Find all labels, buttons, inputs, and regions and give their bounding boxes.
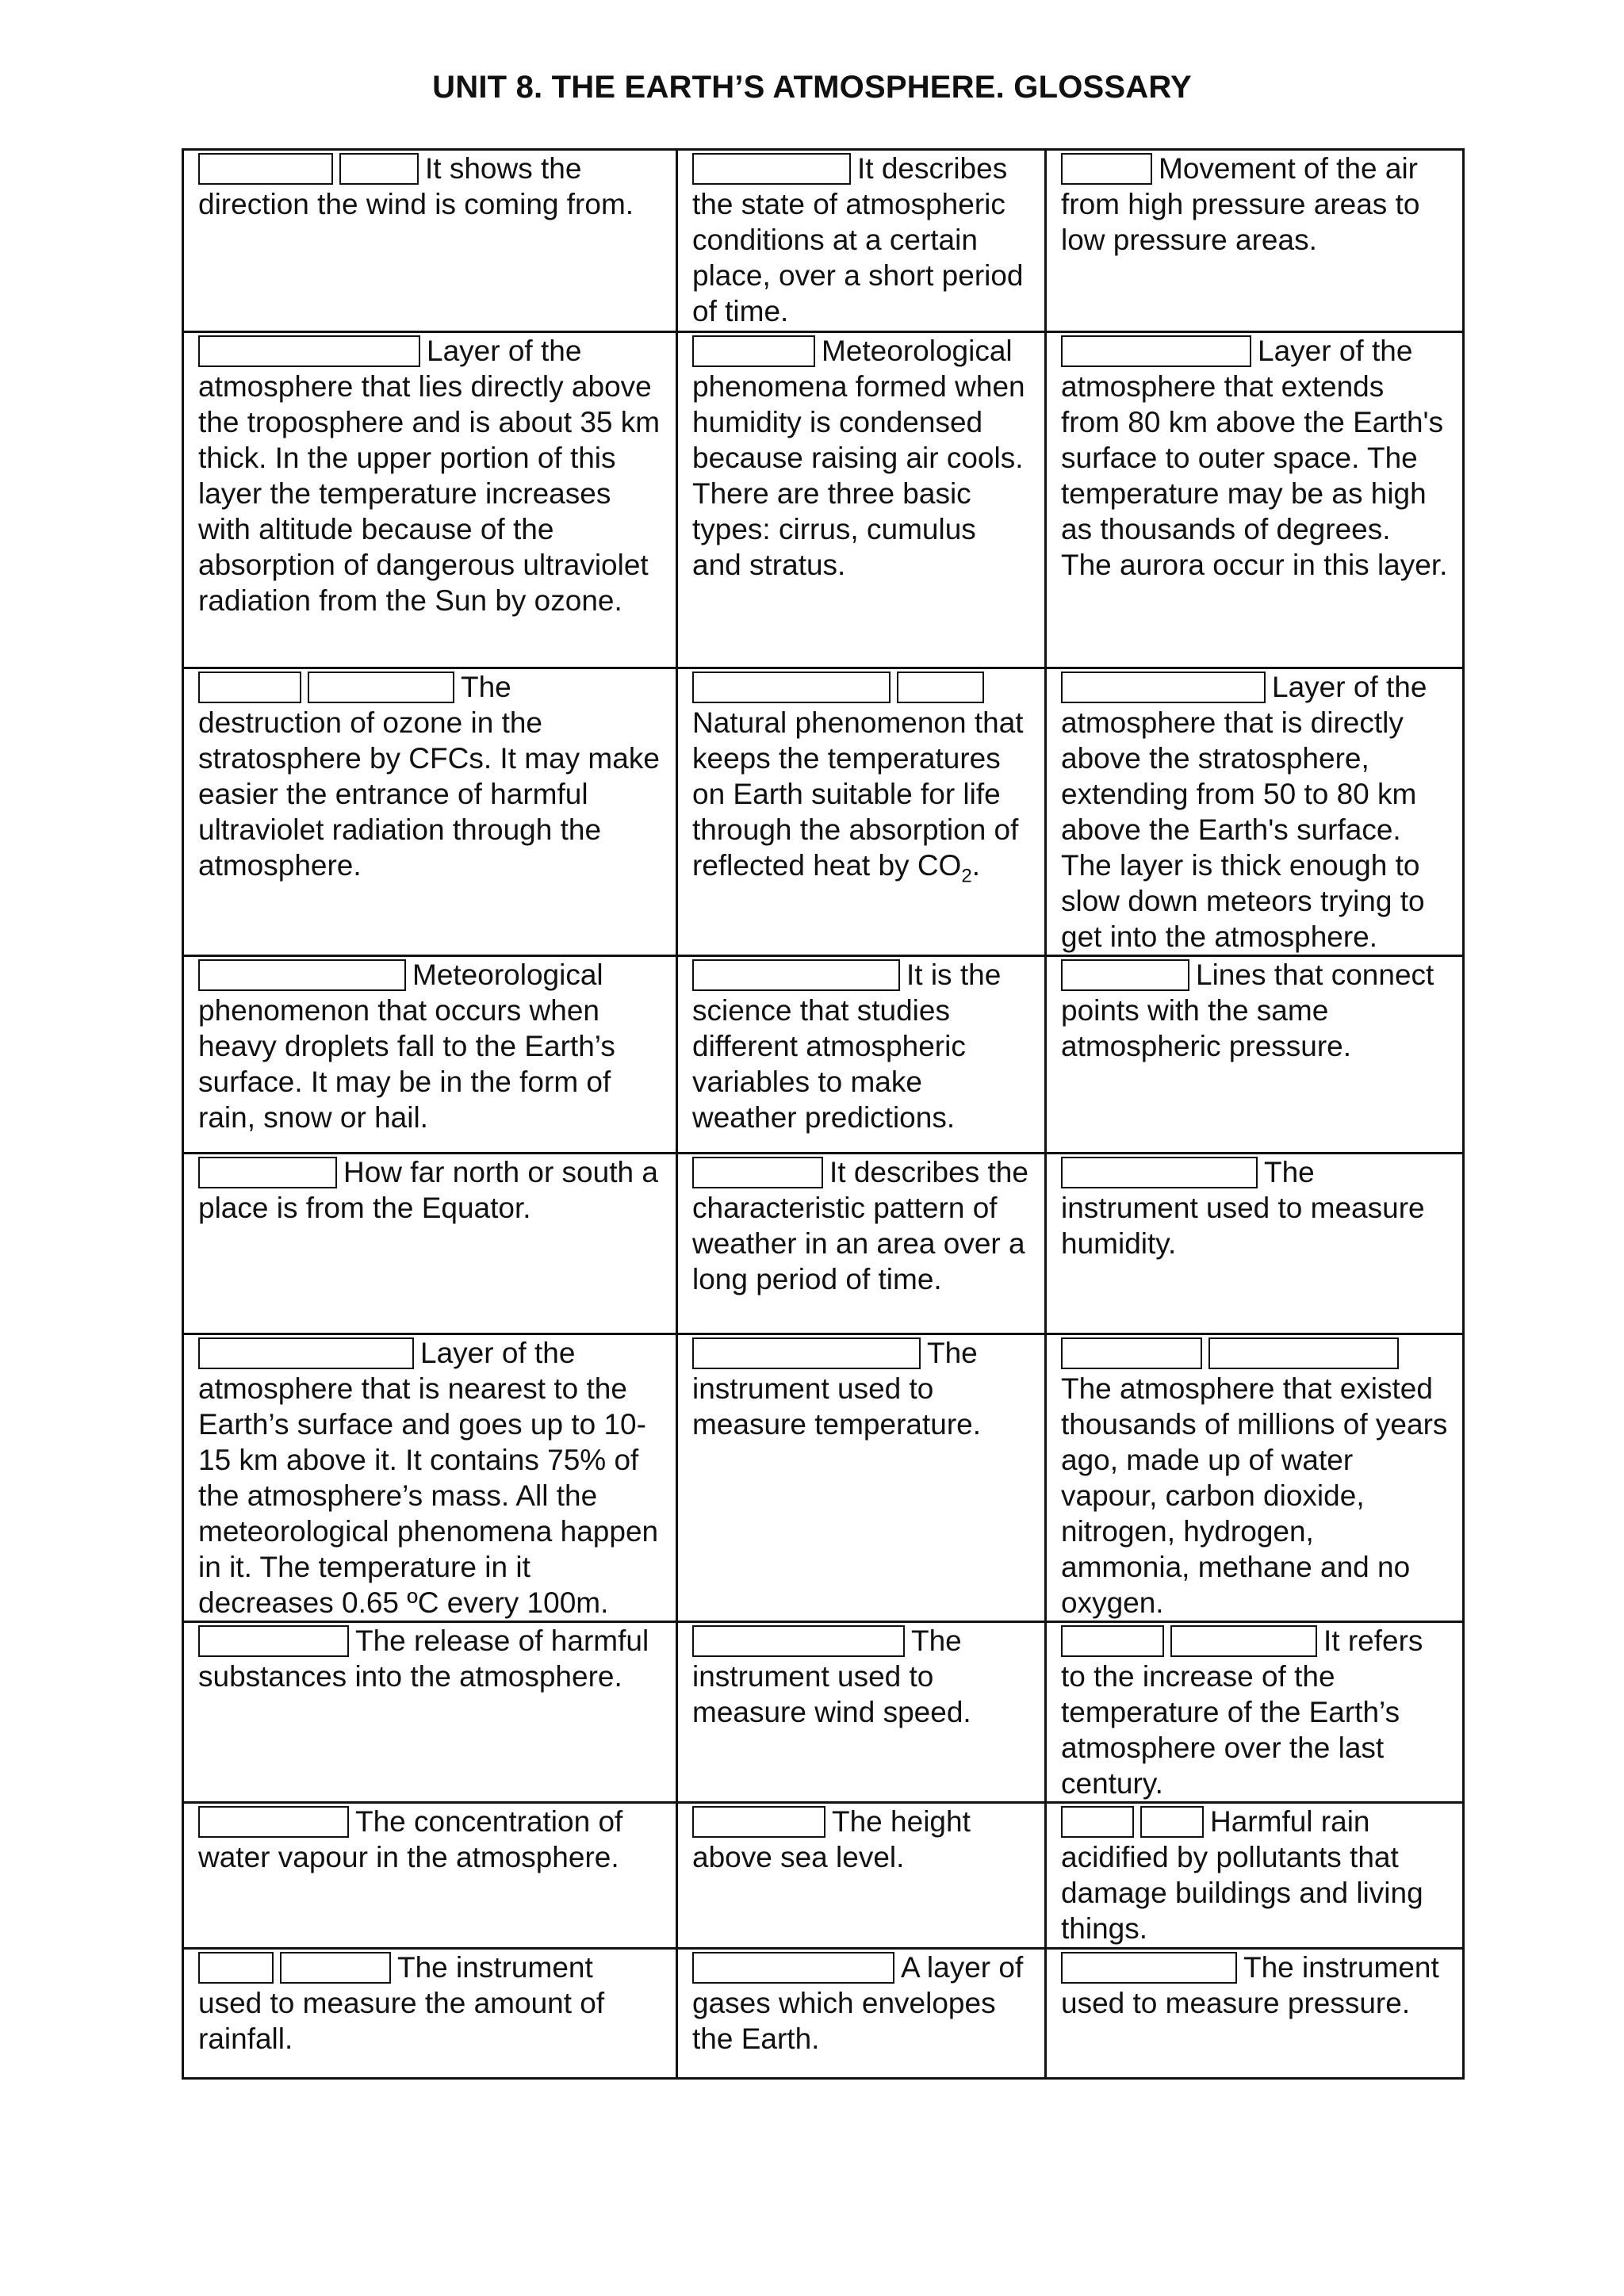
glossary-row	[183, 1949, 1464, 2079]
glossary-cell	[183, 1803, 677, 1949]
glossary-cell	[677, 1622, 1046, 1803]
answer-blank-box[interactable]	[1170, 1625, 1317, 1657]
glossary-row	[183, 668, 1464, 956]
answer-blank-box[interactable]	[198, 959, 406, 991]
glossary-cell	[677, 668, 1046, 956]
glossary-cell	[677, 956, 1046, 1154]
answer-blank-box[interactable]	[692, 1625, 905, 1657]
glossary-cell	[183, 1622, 677, 1803]
answer-blank-box[interactable]	[1208, 1337, 1399, 1369]
answer-blank-box[interactable]	[280, 1952, 391, 1984]
glossary-row	[183, 956, 1464, 1154]
definition-text: Movement of the air from high pressure areas to low pressure areas.	[1061, 152, 1420, 256]
answer-blank-box[interactable]	[1061, 959, 1189, 991]
glossary-cell	[1046, 668, 1464, 956]
definition-text: A layer of gases which envelopes the Earth.	[692, 1951, 1024, 2055]
definition-text: The instrument used to measure wind speed.	[692, 1624, 971, 1728]
answer-blank-box[interactable]	[692, 153, 851, 185]
glossary-cell	[677, 1949, 1046, 2079]
glossary-row	[183, 332, 1464, 668]
definition-text: The instrument used to measure pressure.	[1061, 1951, 1439, 2019]
answer-blank-box[interactable]	[1061, 153, 1152, 185]
definition-text: Meteorological phenomena formed when humidity is condensed because raising air cools. There are three basic types: cirrus, cumulus and stratus.	[692, 335, 1025, 581]
definition-text-end: .	[971, 849, 980, 882]
definition-text: Layer of the atmosphere that is directly above the stratosphere, extending from 50 to 80 km above the Earth's surface. The layer is thick enough to slow down meteors trying to get into the atmosphere.	[1061, 671, 1427, 953]
answer-blank-box[interactable]	[339, 153, 419, 185]
definition-text: It is the science that studies different atmospheric variables to make weather predictions.	[692, 959, 1002, 1134]
answer-blank-box[interactable]	[692, 335, 815, 367]
definition-text: The release of harmful substances into the atmosphere.	[198, 1624, 649, 1693]
answer-blank-box[interactable]	[198, 335, 420, 367]
answer-blank-box[interactable]	[1061, 1157, 1258, 1188]
answer-blank-box[interactable]	[198, 1952, 274, 1984]
answer-blank-box[interactable]	[692, 1952, 894, 1984]
glossary-row	[183, 1803, 1464, 1949]
glossary-cell	[677, 150, 1046, 332]
glossary-cell	[677, 1154, 1046, 1334]
definition-text: It refers to the increase of the temperature of the Earth’s atmosphere over the last century.	[1061, 1624, 1423, 1800]
glossary-table	[182, 148, 1465, 2080]
glossary-row	[183, 150, 1464, 332]
answer-blank-box[interactable]	[1061, 1625, 1164, 1657]
glossary-cell	[1046, 1949, 1464, 2079]
glossary-row	[183, 1334, 1464, 1622]
definition-text: Layer of the atmosphere that lies directly above the troposphere and is about 35 km thick. In the upper portion of this layer the temperature increases with altitude because of the absorption of dangerous ultraviolet radiation from the Sun by ozone.	[198, 335, 661, 617]
answer-blank-box[interactable]	[1061, 1952, 1237, 1984]
definition-text: Harmful rain acidified by pollutants that damage buildings and living things.	[1061, 1805, 1423, 1945]
glossary-cell	[1046, 1154, 1464, 1334]
definition-text: It shows the direction the wind is coming from.	[198, 152, 634, 220]
definition-text: Meteorological phenomenon that occurs when heavy droplets fall to the Earth’s surface. It may be in the form of rain, snow or hail.	[198, 959, 615, 1134]
glossary-row	[183, 1622, 1464, 1803]
glossary-cell	[183, 1949, 677, 2079]
definition-text: The atmosphere that existed thousands of millions of years ago, made up of water vapour, carbon dioxide, nitrogen, hydrogen, ammonia, methane and no oxygen.	[1061, 1372, 1448, 1619]
definition-text: The destruction of ozone in the stratosphere by CFCs. It may make easier the entrance of harmful ultraviolet radiation through the atmosphere.	[198, 671, 660, 882]
glossary-cell	[1046, 332, 1464, 668]
definition-text: How far north or south a place is from the Equator.	[198, 1156, 658, 1224]
definition-text: Lines that connect points with the same atmospheric pressure.	[1061, 959, 1434, 1062]
definition-text: Layer of the atmosphere that extends from 80 km above the Earth's surface to outer space. The temperature may be as high as thousands of degrees. The aurora occur in this layer.	[1061, 335, 1448, 581]
definition-text: Natural phenomenon that keeps the temperatures on Earth suitable for life through the absorption of reflected heat by CO	[692, 706, 1024, 882]
glossary-cell	[1046, 150, 1464, 332]
answer-blank-box[interactable]	[198, 1625, 349, 1657]
subscript-text: 2	[961, 865, 972, 887]
answer-blank-box[interactable]	[1061, 672, 1266, 703]
glossary-cell	[183, 1154, 677, 1334]
answer-blank-box[interactable]	[1061, 335, 1251, 367]
glossary-cell	[183, 150, 677, 332]
answer-blank-box[interactable]	[692, 672, 891, 703]
answer-blank-box[interactable]	[692, 1806, 825, 1838]
glossary-cell	[1046, 956, 1464, 1154]
glossary-cell	[1046, 1803, 1464, 1949]
answer-blank-box[interactable]	[198, 672, 301, 703]
glossary-cell	[677, 1334, 1046, 1622]
answer-blank-box[interactable]	[308, 672, 454, 703]
glossary-cell	[1046, 1334, 1464, 1622]
answer-blank-box[interactable]	[692, 1157, 823, 1188]
glossary-cell	[183, 668, 677, 956]
definition-text: It describes the characteristic pattern of weather in an area over a long period of time.	[692, 1156, 1028, 1295]
definition-text: The concentration of water vapour in the atmosphere.	[198, 1805, 623, 1873]
definition-text: The instrument used to measure the amount of rainfall.	[198, 1951, 605, 2055]
glossary-cell	[677, 332, 1046, 668]
answer-blank-box[interactable]	[198, 1806, 349, 1838]
answer-blank-box[interactable]	[198, 153, 333, 185]
answer-blank-box[interactable]	[692, 1337, 921, 1369]
page-title: UNIT 8. THE EARTH’S ATMOSPHERE. GLOSSARY	[432, 70, 1192, 105]
glossary-cell	[183, 956, 677, 1154]
glossary-cell	[183, 1334, 677, 1622]
answer-blank-box[interactable]	[1061, 1337, 1202, 1369]
answer-blank-box[interactable]	[1061, 1806, 1134, 1838]
answer-blank-box[interactable]	[897, 672, 984, 703]
answer-blank-box[interactable]	[692, 959, 900, 991]
answer-blank-box[interactable]	[1140, 1806, 1204, 1838]
glossary-cell	[183, 332, 677, 668]
glossary-row	[183, 1154, 1464, 1334]
answer-blank-box[interactable]	[198, 1157, 337, 1188]
glossary-cell	[677, 1803, 1046, 1949]
definition-text: Layer of the atmosphere that is nearest to the Earth’s surface and goes up to 10-15 km above it. It contains 75% of the atmosphere’s mass. All the meteorological phenomena happen in it. The temperature in it decreases 0.65 ºC every 100m.	[198, 1337, 659, 1619]
definition-text: It describes the state of atmospheric conditions at a certain place, over a short period of time.	[692, 152, 1024, 327]
definition-text: The height above sea level.	[692, 1805, 971, 1873]
definition-text: The instrument used to measure humidity.	[1061, 1156, 1425, 1260]
definition-text: The instrument used to measure temperature.	[692, 1337, 982, 1441]
glossary-cell	[1046, 1622, 1464, 1803]
answer-blank-box[interactable]	[198, 1337, 414, 1369]
